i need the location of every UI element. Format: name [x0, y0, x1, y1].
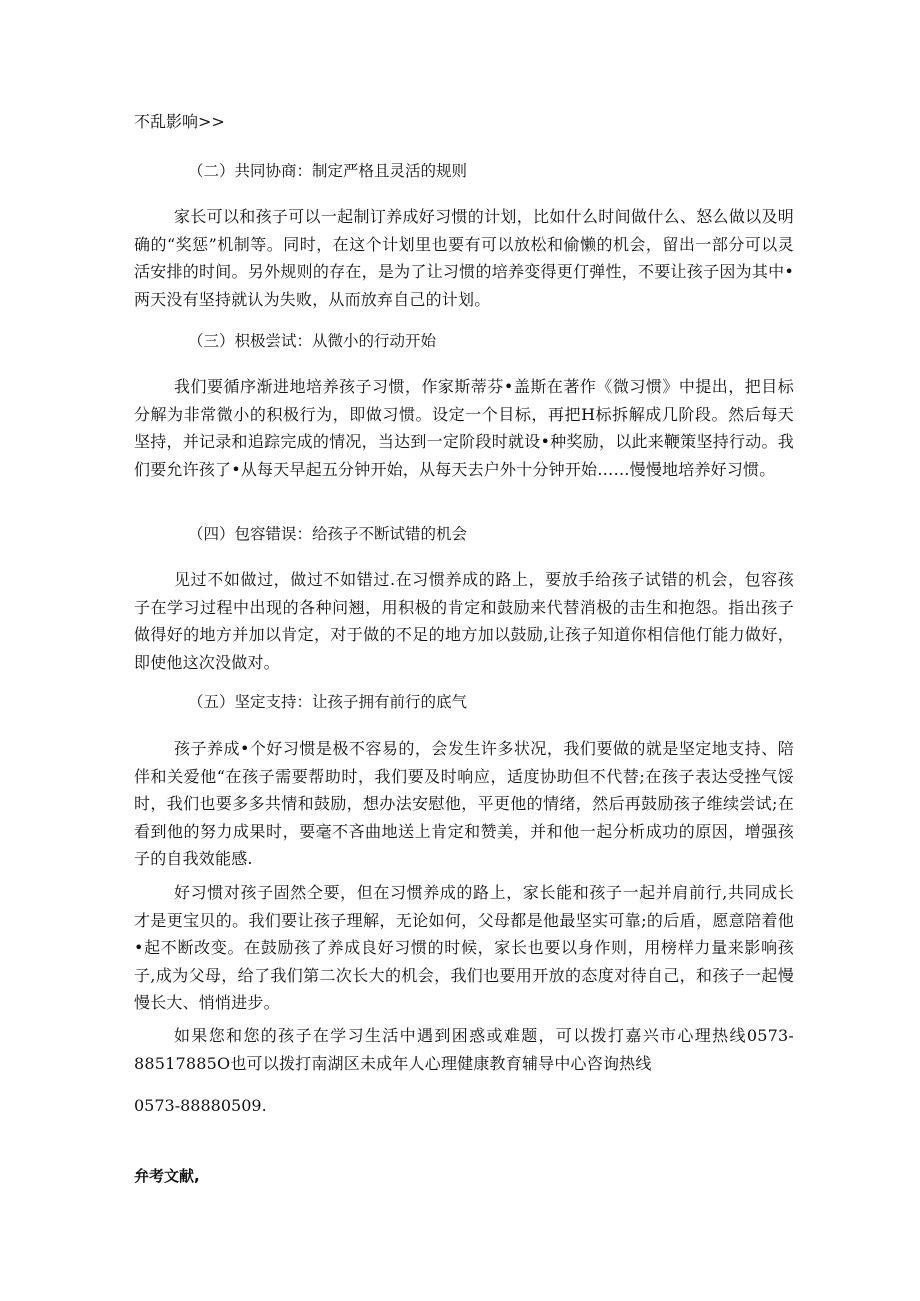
text-line-intro: 不乱影响>> — [134, 112, 225, 131]
paragraph-2: 家长可以和孩子可以一起制订养成好习惯的计划，比如什么时间做什么、怒么做以及明确的“奖惩”机制等。同时，在这个计划里也要有可以放松和偷懒的机会，留出一部分可以灵活安排的时间。另外规则的存在，是为了让习惯的培养变得更仃弹性，不要让孩子因为其中•两天没有坚持就认为失败，从而放弃自己的计划。 — [134, 207, 794, 309]
paragraph-6: 好习惯对孩子固然仝要，但在习惯养成的路上，家长能和孩子一起并肩前行,共同成长才是更宝贝的。我们要让孩子理解，无论如何，父母都是他最坚实可靠;的后盾，愿意陪着他•起不断改变。在鼓励孩了养成良好习惯的时候，家长也要以身作则，用榜样力量来影响孩子,成为父母，给了我们第二次长大的机会，我们也要用开放的态度对待自己，和孩子一起慢慢长大、悄悄进步。 — [134, 883, 794, 1012]
section-heading-3: （三）枳极尝试：从微小的行动开始 — [188, 332, 437, 350]
hotline-number: 0573-88880509. — [134, 1096, 267, 1115]
paragraph-3: 我们要循序渐进地培养孩子习惯，作家斯蒂芬•盖斯在著作《微习惯》中提出，把目标分解为非常微小的积极行为，即做习惯。设定一个目标，再把H标拆解成几阶段。然后每天坚持，并记录和追踪完成的情况，当达到一定阶段时就设•种奖励，以此来鞭策坚持行动。我们要允许孩了•从每天早起五分钟开始，从每天去户外十分钟开始……慢慢地培养好习惯。 — [134, 377, 794, 479]
paragraph-hotline: 如果您和您的孩子在学习生活中遇到困惑或难题，可以拨打嘉兴市心理热线0573-88517885O也可以拨打南湖区未成年人心理健康教育辅导中心咨询热线 — [134, 1026, 794, 1073]
references-heading: 弁考文献, — [134, 1167, 200, 1185]
paragraph-4: 见过不如做过，做过不如错过.在习惯养成的路上，要放手给孩子试错的机会，包容孩子在学习过程中出现的各种问翘，用积极的肯定和鼓励来代替消极的击生和抱怨。指出孩子做得好的地方并加以肯定，对于做的不足的地方加以鼓励,让孩子知道你相信他仃能力做好，即使他这次没做对。 — [134, 570, 794, 672]
section-heading-2: （二）共同协商：制定严格且灵活的规则 — [188, 162, 468, 180]
paragraph-5: 孩子养成•个好习惯是极不容易的，会发生许多状况，我们要做的就是坚定地支持、陪伴和关爱他“在孩子需要帮助时，我们要及时响应，适度协助但不代替;在孩子表达受挫气馁时，我们也要多多共情和鼓励，想办法安慰他，平更他的情绪，然后再鼓励孩子维续尝试;在看到他的努力成果时，要毫不吝曲地送上肯定和赞美，并和他一起分析成功的原因，增强孩子的自我效能感. — [134, 739, 794, 868]
section-heading-4: （四）包容错误：给孩子不断试错的机会 — [188, 525, 468, 543]
section-heading-5: （五）坚定支持：让孩子拥有前行的底气 — [188, 693, 468, 711]
